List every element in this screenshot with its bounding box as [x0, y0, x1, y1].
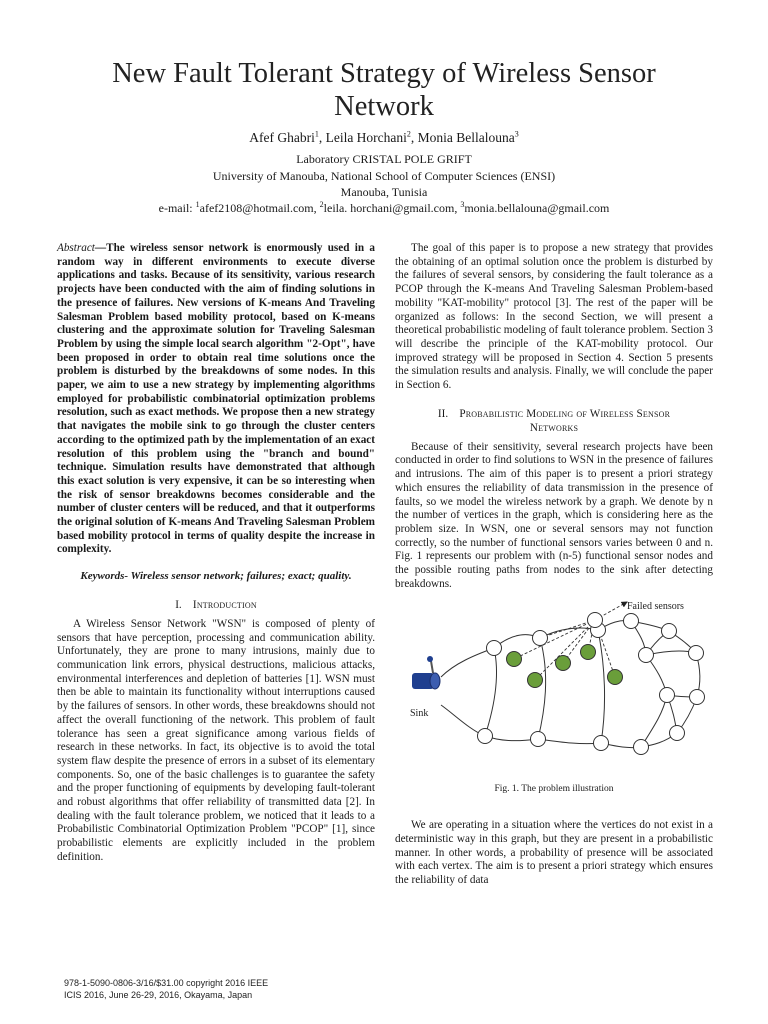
failed-sensor-nodes — [507, 645, 623, 688]
graph-node — [634, 740, 649, 755]
section-2-heading — [395, 407, 713, 435]
author-1-sup: 1 — [314, 129, 319, 139]
graph-node — [588, 613, 603, 628]
functional-nodes — [478, 613, 705, 755]
failed-node — [581, 645, 596, 660]
author-list: Afef Ghabri$^1$, Leila Horchani$^2$, Monia Bellalouna$^3$ — [249, 129, 519, 145]
left-column — [57, 242, 375, 865]
graph-node — [478, 729, 493, 744]
failed-node — [556, 656, 571, 671]
graph-edges — [441, 621, 700, 748]
probability-paragraph: We are operating in a situation where the vertices do not exist in a deterministic way in this graph, but they are present in a probabilistic manner. In other words, a probability of presence will be associated with each vertex. The aim is to present a priori strategy which ensures the reliability of data — [395, 819, 713, 886]
affiliation-city: Manouba, Tunisia — [340, 185, 428, 199]
affiliation-university: University of Manouba, National School of Computer Sciences (ENSI) — [212, 169, 556, 183]
title-line-1: New Fault Tolerant Strategy of Wireless Sensor — [112, 58, 656, 89]
section-2-number: II. — [437, 407, 449, 420]
abstract-text: —The wireless sensor network is enormously used in a random way in different environments to execute diverse applications and tasks. Because of its sensitivity, various research projects have been conducted with the aim of finding solutions in the presence of failures. New versions of K-means And Traveling Salesman Problem based mobility protocol, based on K-means clustering and the approximate solution for Traveling Salesman Problem by using the simple local search algorithm "2-Opt", have been proposed in order to obtain real time solutions once the problem is disturbed by the breakdowns of some nodes. In this paper, we aim to use a new strategy by implementing algorithms employed for probabilistic combinatorial optimization problems resolution, such as exact methods. We propose then a new strategy that navigates the mobile sink to go through the cluster centers according to the optimized path by the implementation of an exact resolution of this problem using the "branch and bound" technique. Simulation results have demonstrated that although this exact solution is very expensive, it can be so interesting when the risk of sensor breakdowns becomes considerable and the number of cluster centers will be reduced, and that it outperforms the original solution of K-means And Traveling Salesman Problem based mobility protocol in terms of quality despite the increase in complexity. — [57, 242, 375, 556]
graph-node — [487, 641, 502, 656]
graph-edge — [540, 629, 598, 639]
graph-node — [531, 732, 546, 747]
graph-node — [662, 624, 677, 639]
figure-1 — [395, 595, 713, 775]
graph-node — [660, 688, 675, 703]
sink-icon — [412, 656, 440, 689]
section-1-number: I. — [175, 598, 182, 611]
introduction-paragraph: A Wireless Sensor Network "WSN" is composed of plenty of sensors that have perception, processing and communication ability. Unfortunately, they are prone to many intrusions, mainly due to communication link errors, physical destructions, malicious attacks, environmental interferences and depletion of batteries [1]. WSN must then be able to maintain its functionality without interruptions caused by the failures of sensors. In other words, these breakdowns should not affect the overall functioning of the network. This problem of fault tolerance has seen a great significance among various fields of research in these networks. In fact, its objective is to avoid the total system flaw despite the presence of errors in a subset of its elementary components. So, one of the basic challenges is to guarantee the safety and the proper functioning of equipments by developing fault-tolerant and robust algorithms that offer reliability of transmitted data [2]. In dealing with the fault tolerance problem, we noticed that it leads to a Probabilistic Combinatorial Optimization Problem "PCOP" [1], since probabilistic elements are explicitly included in the problem definition. — [57, 617, 375, 863]
section-1-title: Introduction — [192, 598, 257, 611]
graph-node — [533, 631, 548, 646]
failed-node — [528, 673, 543, 688]
graph-edge — [441, 648, 494, 677]
graph-node — [594, 736, 609, 751]
goal-paragraph: The goal of this paper is to propose a new strategy that provides the obtaining of an optimal solution once the problem is disturbed by the failures of several sensors, by considering the fault tolerance as a PCOP through the K-means And Traveling Salesman Problem-based mobility "KAT-mobility" protocol [3]. The rest of the paper will be organized as follows: In the second Section, we will present a theoretical probabilistic modeling of fault tolerance problem. Section 3 will describe the principle of the KAT-mobility protocol. Our improved strategy will be proposed in Section 4. Section 5 presents the simulation results and analysis. Finally, we will conclude the paper in Section 6. — [395, 242, 713, 392]
abstract-label: Abstract — [57, 242, 95, 254]
graph-edge — [538, 638, 546, 739]
footer-copyright: 978-1-5090-0806-3/16/$31.00 copyright 2016 IEEE — [64, 978, 269, 988]
failure-lines — [514, 602, 627, 680]
author-1: Afef Ghabri — [249, 130, 315, 145]
sink-label: Sink — [410, 708, 429, 720]
failed-node — [608, 670, 623, 685]
graph-node — [624, 614, 639, 629]
graph-node — [639, 648, 654, 663]
footer-conference: ICIS 2016, June 26-29, 2016, Okayama, Japan — [64, 990, 253, 1000]
section-1-heading — [57, 598, 375, 612]
figure-1-caption: Fig. 1. The problem illustration — [494, 784, 614, 795]
keywords: Keywords- Wireless sensor network; failures; exact; quality. — [80, 570, 352, 583]
footer — [64, 977, 268, 1001]
email-1-sup: 1 — [195, 200, 200, 209]
author-3-sup: 3 — [514, 129, 519, 139]
graph-edge — [598, 630, 605, 743]
graph-edge — [441, 705, 485, 736]
email-2-sup: 2 — [319, 200, 324, 209]
email-3-sup: 3 — [460, 200, 465, 209]
network-graph-figure — [395, 595, 713, 775]
failed-node — [507, 652, 522, 667]
email-1: afef2108@hotmail.com, — [199, 201, 320, 215]
modeling-paragraph: Because of their sensitivity, several research projects have been conducted in order to find solutions to WSN in the presence of failures and intrusions. The aim of this paper is to present a priori strategy which ensures the reliability of data transmission in the presence of faults, so we model the wireless network by a graph. We denote by n the number of vertices in the graph, which is considering here as the problem size. In WSN, one or several sensors may not function correctly, so the number of functional sensors varies between 0 and n. Fig. 1 represents our problem with (n-5) functional sensor nodes and the possible routing paths from nodes to the sink after detecting breakdowns. — [395, 440, 713, 590]
abstract — [57, 242, 375, 557]
graph-node — [670, 726, 685, 741]
right-column — [395, 242, 713, 888]
section-2-title-line-1: Probabilistic Modeling of Wireless Sensor — [459, 407, 671, 420]
email-prefix: e-mail: — [158, 201, 196, 215]
email-2: leila. horchani@gmail.com, — [323, 201, 461, 215]
graph-edge — [485, 648, 497, 736]
title-line-2: Network — [334, 91, 434, 122]
author-emails — [40, 201, 728, 216]
paper-title — [40, 57, 728, 123]
author-2-sup: 2 — [406, 129, 411, 139]
failed-sensors-label: Failed sensors — [627, 601, 684, 613]
graph-node — [690, 690, 705, 705]
graph-node — [689, 646, 704, 661]
email-3: monia.bellalouna@gmail.com — [464, 201, 610, 215]
author-2: Leila Horchani — [325, 130, 407, 145]
author-3: Monia Bellalouna — [417, 130, 515, 145]
graph-edge — [538, 739, 601, 744]
affiliation-lab: Laboratory CRISTAL POLE GRIFT — [296, 152, 472, 166]
section-2-title-line-2: Networks — [529, 421, 579, 434]
graph-edge — [641, 695, 667, 747]
